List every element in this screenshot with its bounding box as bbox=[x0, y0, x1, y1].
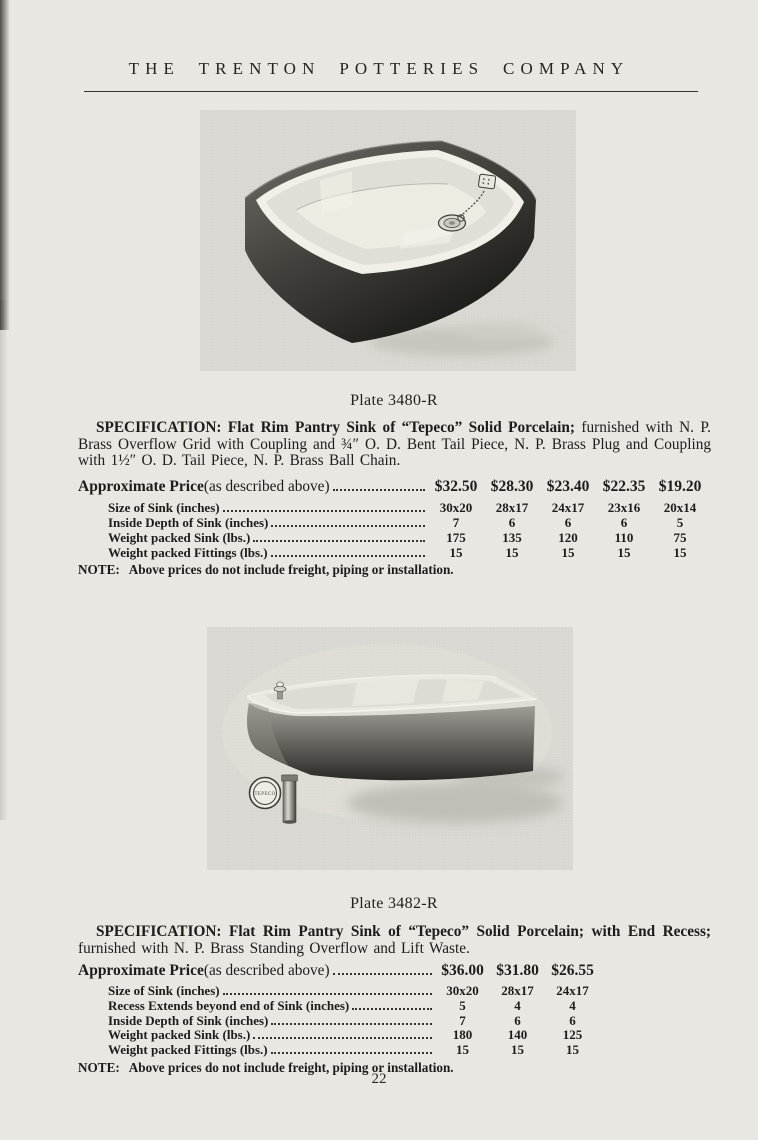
table-row bbox=[78, 999, 600, 1014]
dot-leader bbox=[271, 555, 425, 557]
row-value: 140 bbox=[507, 1027, 528, 1043]
row-value: 6 bbox=[569, 1012, 576, 1028]
dot-leader bbox=[271, 1052, 432, 1054]
row-value: 6 bbox=[564, 514, 572, 530]
row-label: Recess Extends beyond end of Sink (inches) bbox=[108, 997, 350, 1013]
dot-leader bbox=[333, 489, 425, 491]
section-3482 bbox=[78, 924, 711, 1076]
table-row bbox=[78, 984, 600, 999]
row-label: Inside Depth of Sink (inches) bbox=[108, 1012, 269, 1028]
row-value: 120 bbox=[558, 529, 578, 545]
row-value: 24x17 bbox=[556, 983, 589, 999]
price-value: $28.30 bbox=[490, 477, 534, 495]
dot-leader bbox=[333, 973, 432, 975]
row-value: 175 bbox=[446, 529, 466, 545]
plate-caption-3482: Plate 3482-R bbox=[350, 895, 438, 912]
plate-caption-3480: Plate 3480-R bbox=[350, 392, 438, 409]
row-value: 4 bbox=[569, 997, 576, 1013]
dot-leader bbox=[253, 1037, 432, 1039]
specification-paragraph bbox=[78, 924, 711, 957]
row-label: Weight packed Sink (lbs.) bbox=[108, 529, 251, 545]
table-row bbox=[78, 1043, 600, 1058]
row-value: 15 bbox=[505, 544, 519, 560]
price-value: $22.35 bbox=[602, 477, 646, 495]
approximate-price-row bbox=[78, 961, 600, 980]
price-sublabel: (as described above) bbox=[203, 477, 330, 495]
dot-leader bbox=[352, 1008, 432, 1010]
note-label: NOTE: bbox=[78, 561, 120, 577]
dot-leader bbox=[253, 540, 425, 542]
spec-body-text: furnished with N. P. Brass Standing Overflow and Lift Waste. bbox=[78, 939, 470, 957]
row-value: 20x14 bbox=[663, 499, 697, 515]
row-value: 24x17 bbox=[551, 499, 585, 515]
table-row bbox=[78, 1028, 600, 1043]
row-value: 6 bbox=[514, 1012, 521, 1028]
section-3480 bbox=[78, 420, 711, 578]
tail-pipe bbox=[282, 775, 298, 824]
row-value: 7 bbox=[459, 1012, 466, 1028]
tepeco-stamp bbox=[250, 778, 281, 809]
specification-paragraph bbox=[78, 420, 711, 470]
table-row bbox=[78, 1014, 600, 1029]
scan-binding-shadow bbox=[0, 0, 10, 330]
sink-photo-3482 bbox=[207, 627, 573, 870]
overflow-grid-icon bbox=[478, 174, 496, 189]
price-sublabel: (as described above) bbox=[203, 962, 330, 980]
row-value: 28x17 bbox=[495, 499, 529, 515]
row-value: 4 bbox=[514, 997, 521, 1013]
header-rule bbox=[84, 91, 698, 92]
drain-plug bbox=[439, 215, 466, 231]
row-label: Size of Sink (inches) bbox=[108, 983, 220, 999]
price-value: $23.40 bbox=[546, 477, 590, 495]
scan-binding-shadow-faint bbox=[0, 300, 8, 820]
dot-leader bbox=[223, 993, 432, 995]
row-value: 180 bbox=[452, 1027, 473, 1043]
page-title: THE TRENTON POTTERIES COMPANY bbox=[128, 59, 630, 78]
row-value: 15 bbox=[561, 544, 575, 560]
row-value: 6 bbox=[620, 514, 628, 530]
row-value: 30x20 bbox=[446, 983, 479, 999]
dot-leader bbox=[223, 510, 425, 512]
price-table-3480 bbox=[78, 477, 711, 560]
spec-lead-text: SPECIFICATION: Flat Rim Pantry Sink of “Tepeco” Solid Porcelain; with End Recess; bbox=[96, 923, 711, 940]
note-text: Above prices do not include freight, piping or installation. bbox=[128, 1059, 454, 1075]
sink-photo-3480 bbox=[200, 110, 576, 371]
price-value: $32.50 bbox=[434, 477, 478, 495]
note-label: NOTE: bbox=[78, 1059, 120, 1075]
row-label: Size of Sink (inches) bbox=[108, 499, 220, 515]
row-value: 5 bbox=[459, 997, 466, 1013]
spec-body-text: furnished with N. P. Brass Overflow Grid with Coupling and ¾″ O. D. Bent Tail Piece, N. P. Brass Plug and Coupling with 1½″ O. D. Tail Piece, N. P. Brass Ball Chain. bbox=[78, 419, 711, 470]
row-value: 23x16 bbox=[607, 499, 641, 515]
stamp-text: TEPECO bbox=[254, 792, 276, 797]
row-value: 135 bbox=[502, 529, 522, 545]
row-value: 75 bbox=[673, 529, 687, 545]
approximate-price-row bbox=[78, 477, 711, 496]
dot-leader bbox=[271, 525, 425, 527]
note-line bbox=[78, 562, 711, 578]
page-number: 22 bbox=[371, 1071, 387, 1087]
row-label: Weight packed Sink (lbs.) bbox=[108, 1027, 251, 1043]
row-value: 28x17 bbox=[501, 983, 534, 999]
price-label: Approximate Price bbox=[78, 477, 204, 495]
row-label: Weight packed Fittings (lbs.) bbox=[108, 544, 268, 560]
note-text: Above prices do not include freight, piping or installation. bbox=[128, 561, 454, 577]
row-value: 110 bbox=[614, 529, 634, 545]
price-label: Approximate Price bbox=[78, 962, 204, 980]
price-value: $36.00 bbox=[441, 962, 484, 980]
price-table-3482 bbox=[78, 961, 600, 1058]
table-row bbox=[78, 500, 711, 515]
row-value: 15 bbox=[673, 544, 687, 560]
table-row bbox=[78, 545, 711, 560]
price-value: $31.80 bbox=[496, 962, 539, 980]
spec-lead-text: SPECIFICATION: Flat Rim Pantry Sink of “Tepeco” Solid Porcelain; bbox=[96, 419, 576, 436]
table-row bbox=[78, 530, 711, 545]
row-value: 5 bbox=[676, 514, 684, 530]
row-value: 6 bbox=[508, 514, 516, 530]
row-label: Inside Depth of Sink (inches) bbox=[108, 514, 269, 530]
row-value: 7 bbox=[452, 514, 460, 530]
price-value: $19.20 bbox=[658, 477, 702, 495]
dot-leader bbox=[271, 1023, 432, 1025]
row-value: 15 bbox=[449, 544, 463, 560]
row-value: 30x20 bbox=[439, 499, 473, 515]
row-value: 15 bbox=[511, 1042, 524, 1057]
row-value: 15 bbox=[566, 1042, 579, 1057]
price-value: $26.55 bbox=[551, 962, 594, 980]
row-label: Weight packed Fittings (lbs.) bbox=[108, 1042, 268, 1057]
row-value: 15 bbox=[617, 544, 631, 560]
row-value: 15 bbox=[456, 1042, 469, 1057]
row-value: 125 bbox=[562, 1027, 583, 1043]
table-row bbox=[78, 515, 711, 530]
